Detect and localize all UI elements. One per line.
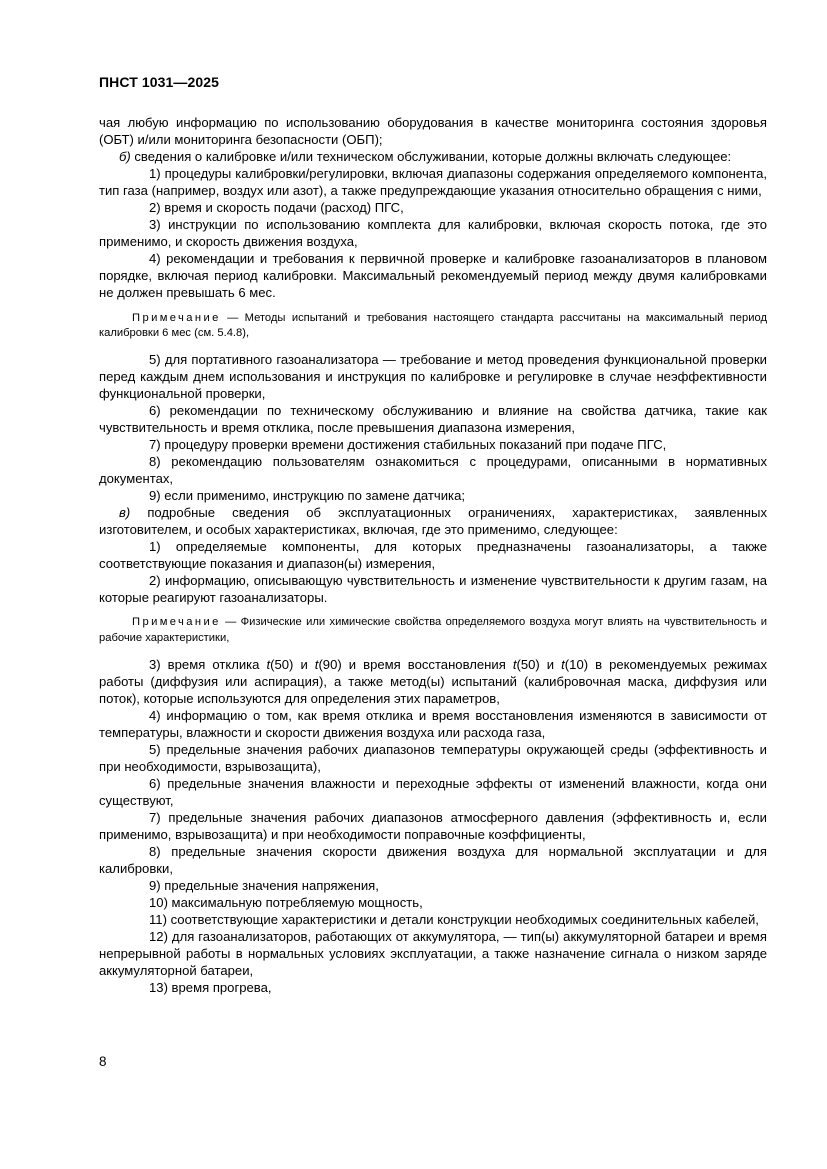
note-label: Примечание xyxy=(132,616,221,629)
note-text: — Физические или химические свойства определяемого воздуха могут влиять на чувствительность и рабочие характеристики, xyxy=(99,616,767,644)
item-b-label: б) xyxy=(119,149,131,165)
paragraph-continued: чая любую информацию по использованию оборудования в качестве мониторинга состояния здоровья (ОБТ) и/или мониторинга безопасности (ОБП); xyxy=(99,115,767,148)
list-item-v2: 2) информацию, описывающую чувствительность и изменение чувствительности к другим газам, на которые реагируют газоанализаторы. xyxy=(99,573,767,606)
item-b xyxy=(99,148,767,165)
list-item-b6: 6) рекомендации по техническому обслуживанию и влияние на свойства датчика, такие как чувствительность и время отклика, после превышения диапазона измерения, xyxy=(99,402,767,435)
variable-t: t xyxy=(266,656,271,672)
list-item-b1: 1) процедуры калибровки/регулировки, включая диапазоны содержания определяемого компонента, тип газа (например, воздух или азот), а также предупреждающие указания относительно обращения с ними, xyxy=(99,166,767,199)
variable-t: t xyxy=(561,656,565,672)
text-run: (50) и xyxy=(270,656,315,672)
list-item-b4: 4) рекомендации и требования к первичной проверке и калибровке газоанализаторов в плановом порядке, включая период калибровки. Максимальный рекомендуемый период между двумя калибровками не должен превышать 6 мес. xyxy=(99,251,767,301)
item-v-text: подробные сведения об эксплуатационных ограничениях, характеристиках, заявленных изготовителем, и особых характеристиках, включая, где это применимо, следующее: xyxy=(99,505,767,538)
item-v-label: в) xyxy=(119,505,131,521)
list-item-v3 xyxy=(99,656,767,707)
list-item-b5: 5) для портативного газоанализатора — требование и метод проведения функциональной проверки перед каждым днем использования и инструкция по калибровке и регулировке в случае неэффективности функциональной проверки, xyxy=(99,351,767,401)
list-item-v9: 9) предельные значения напряжения, xyxy=(149,878,379,894)
list-item-v12: 12) для газоанализаторов, работающих от аккумулятора, — тип(ы) аккумуляторной батареи и время непрерывной работы в нормальных условиях эксплуатации, а также назначение сигнала о низком заряде аккумуляторной батареи, xyxy=(99,929,767,979)
document-code-header: ПНСТ 1031—2025 xyxy=(99,74,220,90)
page-number: 8 xyxy=(99,1054,107,1069)
list-item-b8: 8) рекомендацию пользователям ознакомиться с процедурами, описанными в нормативных документах, xyxy=(99,453,767,487)
text-run: 3) время отклика xyxy=(149,656,267,672)
list-item-v13: 13) время прогрева, xyxy=(149,980,272,996)
variable-t: t xyxy=(314,656,319,672)
text-run: (50) и xyxy=(516,656,562,672)
variable-t: t xyxy=(512,656,517,672)
list-item-b3: 3) инструкции по использованию комплекта для калибровки, включая скорость потока, где это применимо, и скорость движения воздуха, xyxy=(99,217,767,250)
note-label: Примечание xyxy=(132,311,221,324)
item-v xyxy=(99,504,767,538)
list-item-v4: 4) информацию о том, как время отклика и время восстановления изменяются в зависимости от температуры, влажности и скорости движения воздуха или расхода газа, xyxy=(99,707,767,740)
note-calibration xyxy=(99,311,767,342)
list-item-v7: 7) предельные значения рабочих диапазонов атмосферного давления (эффективность и, если применимо, взрывозащита) и при необходимости поправочные коэффициенты, xyxy=(99,810,767,843)
list-item-b9: 9) если применимо, инструкцию по замене датчика; xyxy=(149,488,465,504)
list-item-v10: 10) максимальную потребляемую мощность, xyxy=(149,895,423,911)
note-text: — Методы испытаний и требования настоящего стандарта рассчитаны на максимальный период калибровки 6 мес (см. 5.4.8), xyxy=(99,311,767,340)
list-item-b7: 7) процедуру проверки времени достижения стабильных показаний при подаче ПГС, xyxy=(149,436,667,452)
text-run: (10) в рекомендуемых режимах работы (диффузия или аспирация), а также метод(ы) испытаний (калибровочная маска, диффузия или поток), которые используются для определения этих параметров, xyxy=(99,656,767,706)
list-item-v6: 6) предельные значения влажности и переходные эффекты от изменений влажности, когда они существуют, xyxy=(99,775,767,808)
list-item-v8: 8) предельные значения скорости движения воздуха для нормальной эксплуатации и для калибровки, xyxy=(99,844,767,877)
list-item-v5: 5) предельные значения рабочих диапазонов температуры окружающей среды (эффективность и при необходимости, взрывозащита), xyxy=(99,741,767,774)
page-body xyxy=(99,114,767,997)
list-item-b2: 2) время и скорость подачи (расход) ПГС, xyxy=(149,200,404,216)
note-physical-properties xyxy=(99,615,767,646)
text-run: (90) и время восстановления xyxy=(318,656,513,672)
list-item-v1: 1) определяемые компоненты, для которых предназначены газоанализаторы, а также соответствующие показания и диапазон(ы) измерения, xyxy=(99,539,767,572)
item-b-text: сведения о калибровке и/или техническом обслуживании, которые должны включать следующее: xyxy=(130,149,732,165)
list-item-v11: 11) соответствующие характеристики и детали конструкции необходимых соединительных кабелей, xyxy=(149,912,759,928)
